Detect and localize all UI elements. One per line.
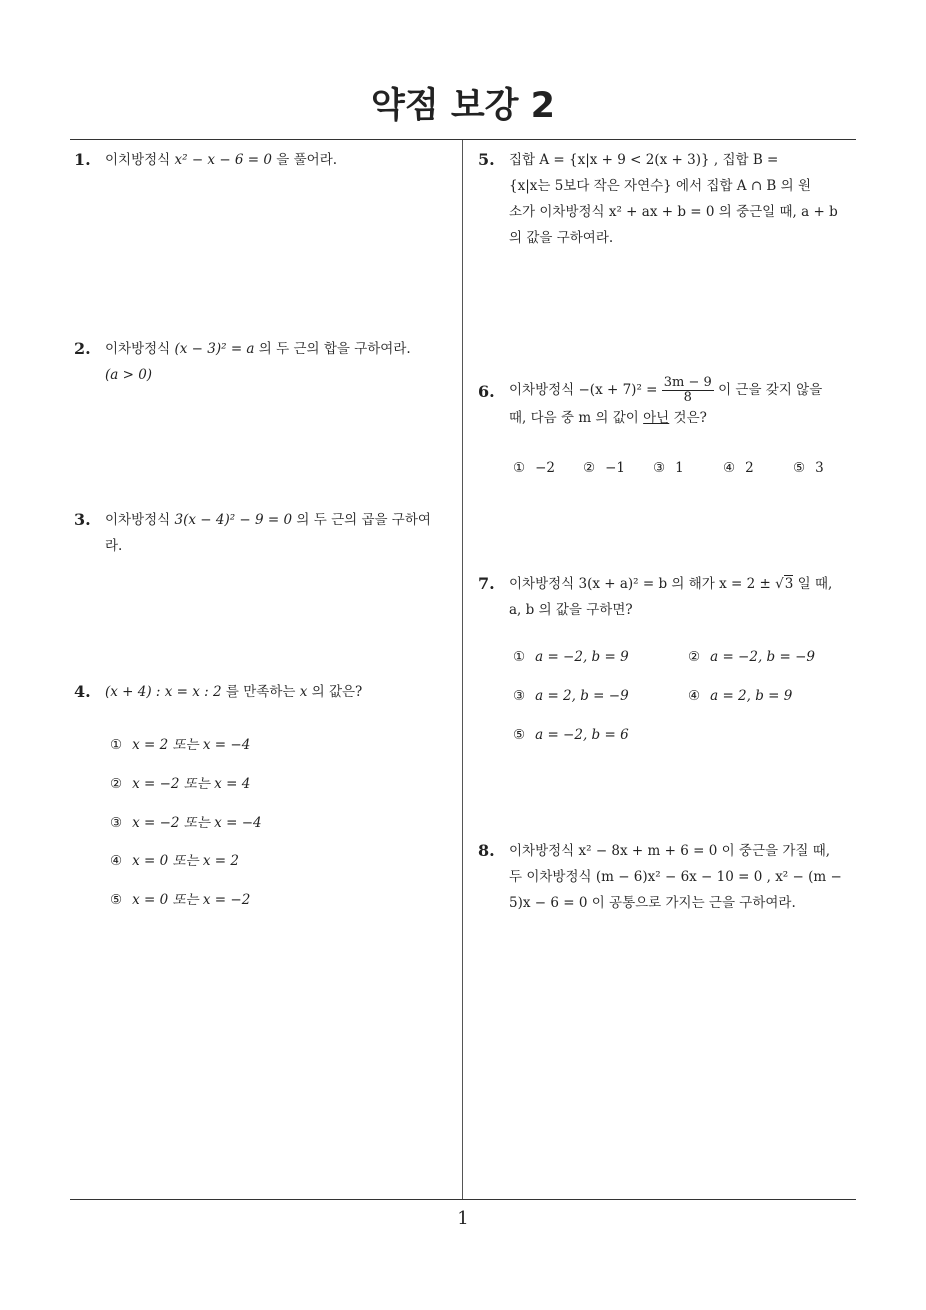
text-line: 소가 이차방정식 x² + ax + b = 0 의 중근일 때, a + b [509, 204, 838, 220]
text: 일 때, [793, 576, 833, 592]
question-text [509, 147, 859, 251]
choice-item[interactable] [513, 649, 629, 665]
fraction [662, 376, 714, 405]
equation: (x − 3)² = a [174, 341, 255, 357]
choice-text: −1 [605, 460, 626, 476]
choice-text: x = −2 또는 x = 4 [132, 776, 251, 792]
choice-number: ③ [653, 460, 666, 476]
choice-text: a = −2, b = −9 [710, 649, 815, 665]
choice-text: a = 2, b = 9 [710, 688, 793, 704]
choice-text: x = 2 또는 x = −4 [132, 737, 251, 753]
choice-text: −2 [535, 460, 556, 476]
choice-number: ① [513, 460, 526, 476]
question-text [105, 147, 337, 173]
choice-item[interactable] [688, 649, 815, 665]
choice-text: 2 [745, 460, 754, 476]
choice-text: a = −2, b = 9 [535, 649, 629, 665]
text-line: 두 이차방정식 (m − 6)x² − 6x − 10 = 0 , x² − (m − [509, 869, 842, 885]
choice-number: ③ [110, 815, 123, 831]
text-line: 집합 A = {x|x + 9 < 2(x + 3)} , 집합 B = [509, 152, 779, 168]
text-line: 5)x − 6 = 0 이 공통으로 가지는 근을 구하여라. [509, 895, 796, 911]
text: 을 풀어라. [272, 152, 338, 168]
choice-number: ② [688, 649, 701, 665]
condition: (a > 0) [105, 367, 153, 383]
choice-item[interactable] [110, 733, 250, 753]
text: 의 두 근의 곱을 구하여 [292, 512, 431, 528]
question-number: 4. [74, 682, 91, 701]
choice-item[interactable] [688, 688, 792, 704]
text: 의 두 근의 합을 구하여라. [254, 341, 411, 357]
choice-item[interactable] [793, 460, 824, 476]
text: 라. [105, 538, 123, 554]
question-text [509, 376, 822, 431]
choice-text: x = 0 또는 x = 2 [132, 853, 239, 869]
text: a, b 의 값을 구하면? [509, 602, 633, 618]
page-number: 1 [457, 1208, 469, 1229]
page-title: 약점 보강 2 [371, 86, 555, 126]
question-number: 6. [478, 382, 495, 401]
choice-number: ① [513, 649, 526, 665]
choice-number: ② [583, 460, 596, 476]
fraction-denominator: 8 [683, 390, 692, 405]
variable: x [299, 684, 308, 700]
text: 이치방정식 [105, 152, 175, 168]
choice-item[interactable] [723, 460, 754, 476]
equation: 3(x − 4)² − 9 = 0 [174, 512, 293, 528]
choice-item[interactable] [513, 460, 555, 476]
question-number: 5. [478, 150, 495, 169]
text: 이 근을 갖지 않을 [713, 382, 823, 398]
question-text [105, 336, 459, 388]
choice-number: ④ [688, 688, 701, 704]
text: 의 값은? [307, 684, 363, 700]
question-text: 이차방정식 3(x + a)² = b 의 해가 x = 2 ± √3 일 때, a, b 의 값을 구하면? [509, 576, 833, 618]
question-number: 2. [74, 339, 91, 358]
choice-item[interactable] [110, 849, 239, 869]
choice-text: a = 2, b = −9 [535, 688, 629, 704]
text: 이차방정식 3(x + a)² = b 의 해가 x = 2 ± [509, 576, 776, 592]
choice-item[interactable] [653, 460, 684, 476]
question-text [509, 838, 842, 916]
fraction-numerator: 3m − 9 [663, 375, 712, 390]
choice-number: ⑤ [513, 727, 526, 743]
choice-item[interactable] [110, 772, 250, 792]
choice-item[interactable] [583, 460, 625, 476]
choice-number: ⑤ [793, 460, 806, 476]
underlined-text: 아닌 [643, 410, 670, 426]
top-rule [70, 139, 856, 140]
text: 이차방정식 −(x + 7)² = [509, 382, 662, 398]
question-text [105, 679, 362, 705]
choice-number: ⑤ [110, 892, 123, 908]
text-line: {x|x는 5보다 작은 자연수} 에서 집합 A ∩ B 의 원 [509, 178, 812, 194]
choice-text: 1 [675, 460, 684, 476]
choice-item[interactable] [513, 688, 629, 704]
text: 를 만족하는 [221, 684, 300, 700]
text: 때, 다음 중 m 의 값이 [509, 410, 644, 426]
text-line: 의 값을 구하여라. [509, 230, 614, 246]
choice-number: ④ [110, 853, 123, 869]
choice-number: ③ [513, 688, 526, 704]
text-line: 이차방정식 x² − 8x + m + 6 = 0 이 중근을 가질 때, [509, 843, 831, 859]
bottom-rule [70, 1199, 856, 1200]
column-divider [462, 140, 463, 1200]
choice-item[interactable] [513, 727, 629, 743]
question-number: 7. [478, 574, 495, 593]
choice-text: a = −2, b = 6 [535, 727, 629, 743]
text: 이차방정식 [105, 341, 175, 357]
choice-item[interactable] [110, 888, 250, 908]
question-text [105, 507, 459, 559]
sqrt-radicand: 3 [784, 576, 794, 592]
question-number: 8. [478, 841, 495, 860]
choice-text: 3 [815, 460, 824, 476]
choice-text: x = 0 또는 x = −2 [132, 892, 251, 908]
choice-number: ① [110, 737, 123, 753]
choice-number: ④ [723, 460, 736, 476]
text: 이차방정식 [105, 512, 175, 528]
choice-text: x = −2 또는 x = −4 [132, 815, 262, 831]
equation: (x + 4) : x = x : 2 [105, 684, 222, 700]
choice-item[interactable] [110, 811, 262, 831]
question-number: 3. [74, 510, 91, 529]
choice-number: ② [110, 776, 123, 792]
question-number: 1. [74, 150, 91, 169]
equation: x² − x − 6 = 0 [174, 152, 272, 168]
text: 것은? [669, 410, 707, 426]
